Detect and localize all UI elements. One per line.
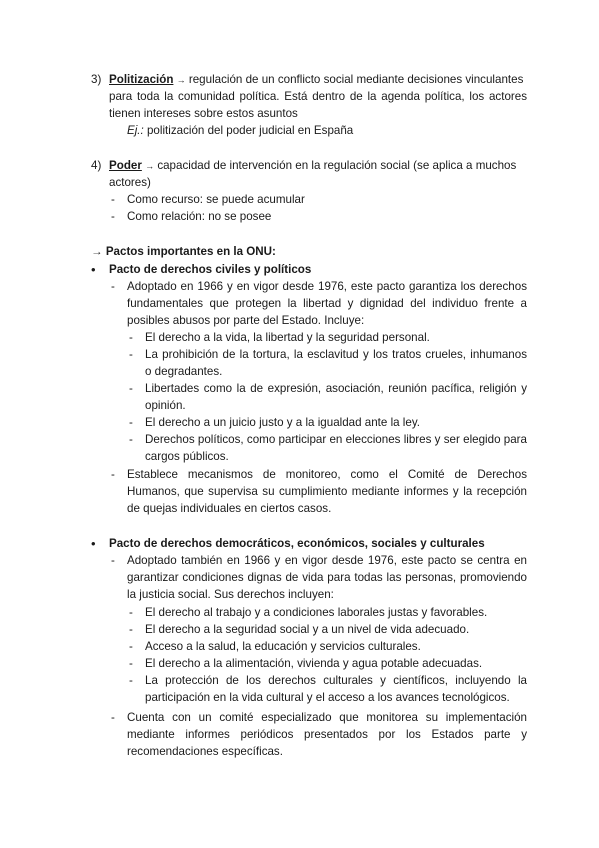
pacto1-title: Pacto de derechos civiles y políticos (109, 263, 312, 276)
pacto2-p2-l2: mediante informes periódicos presentados por los Estados parte y (127, 728, 527, 741)
pacto1-p2-l3: de quejas individuales en ciertos casos. (127, 502, 332, 515)
pacto1-right-1: El derecho a la vida, la libertad y la seguridad personal. (145, 331, 430, 344)
pacto2-right-5-cont: participación en la vida cultural y el acceso a los avances tecnológicos. (145, 691, 510, 704)
dash-icon: - (129, 331, 133, 344)
dash-icon: - (129, 640, 133, 653)
dash-icon: - (129, 657, 133, 670)
dash-icon: - (111, 210, 115, 223)
item4-term: Poder (109, 159, 142, 172)
pacto2-p2-l1: Cuenta con un comité especializado que monitorea su implementación (127, 711, 527, 724)
dash-icon: - (129, 674, 133, 687)
pacto1-right-3: Libertades como la de expresión, asociación, reunión pacífica, religión y (145, 382, 527, 395)
item4-line2: actores) (109, 176, 151, 189)
pacto1-p2-l1: Establece mecanismos de monitoreo, como el Comité de Derechos (127, 468, 527, 481)
pacto1-p1-l2: fundamentales que protegen la libertad y dignidad del individuo frente a (127, 297, 527, 310)
item3-line1 (109, 72, 523, 89)
dash-icon: - (111, 468, 115, 481)
arrow-icon: → (176, 75, 186, 85)
item4-sub2: Como relación: no se posee (127, 210, 272, 223)
pacto1-right-2: La prohibición de la tortura, la esclavitud y los tratos crueles, inhumanos (145, 348, 527, 361)
item4-number: 4) (91, 159, 102, 172)
dash-icon: - (129, 382, 133, 395)
dash-icon: - (111, 193, 115, 206)
pacto1-p1-l1: Adoptado en 1966 y en vigor desde 1976, este pacto garantiza los derechos (127, 280, 527, 293)
pacto2-right-3: Acceso a la salud, la educación y servicios culturales. (145, 640, 421, 653)
item3-line3: tienen intereses sobre estos asuntos (109, 107, 298, 120)
dash-icon: - (129, 606, 133, 619)
item4-definition: capacidad de intervención en la regulación social (se aplica a muchos (154, 159, 517, 172)
dash-icon: - (129, 623, 133, 636)
pacto2-p1-l3: la justicia social. Sus derechos incluyen: (127, 588, 334, 601)
dash-icon: - (111, 554, 115, 567)
item4-line1 (109, 158, 516, 175)
item4-sub1: Como recurso: se puede acumular (127, 193, 305, 206)
dash-icon: - (129, 416, 133, 429)
arrow-icon: → (145, 161, 155, 171)
example-label: Ej.: (127, 124, 144, 137)
example-text: politización del poder judicial en España (143, 124, 354, 137)
dash-icon: - (111, 711, 115, 724)
dash-icon: - (111, 280, 115, 293)
dash-icon: - (129, 433, 133, 446)
pacto2-right-4: El derecho a la alimentación, vivienda y agua potable adecuadas. (145, 657, 483, 670)
pacto2-right-2: El derecho a la seguridad social y a un nivel de vida adecuado. (145, 623, 470, 636)
pacto1-right-3-cont: opinión. (145, 399, 186, 412)
pacto1-right-5-cont: cargos públicos. (145, 450, 229, 463)
pactos-heading: → Pactos importantes en la ONU: (91, 245, 276, 258)
item3-number: 3) (91, 73, 102, 86)
item3-definition: regulación de un conflicto social mediante decisiones vinculantes (185, 73, 524, 86)
pacto1-right-2-cont: o degradantes. (145, 365, 223, 378)
pacto2-p2-l3: recomendaciones específicas. (127, 745, 283, 758)
item3-line2: para toda la comunidad política. Está dentro de la agenda política, los actores (109, 90, 527, 103)
pacto1-p2-l2: Humanos, que supervisa su cumplimiento mediante informes y la recepción (127, 485, 527, 498)
item3-example (127, 123, 353, 140)
dash-icon: - (129, 348, 133, 361)
pacto2-p1-l2: garantizar condiciones dignas de vida para todas las personas, promoviendo (127, 571, 527, 584)
pacto1-p1-l3: posibles abusos por parte del Estado. Incluye: (127, 314, 365, 327)
pacto2-p1-l1: Adoptado también en 1966 y en vigor desde 1976, este pacto se centra en (127, 554, 527, 567)
pacto2-title: Pacto de derechos democráticos, económicos, sociales y culturales (109, 537, 485, 550)
bullet-icon: • (91, 262, 96, 277)
pacto2-right-1: El derecho al trabajo y a condiciones laborales justas y favorables. (145, 606, 488, 619)
pacto2-right-5: La protección de los derechos culturales y científicos, incluyendo la (145, 674, 527, 687)
item3-term: Politización (109, 73, 174, 86)
bullet-icon: • (91, 536, 96, 551)
pacto1-right-4: El derecho a un juicio justo y a la igualdad ante la ley. (145, 416, 420, 429)
pacto1-right-5: Derechos políticos, como participar en elecciones libres y ser elegido para (145, 433, 527, 446)
